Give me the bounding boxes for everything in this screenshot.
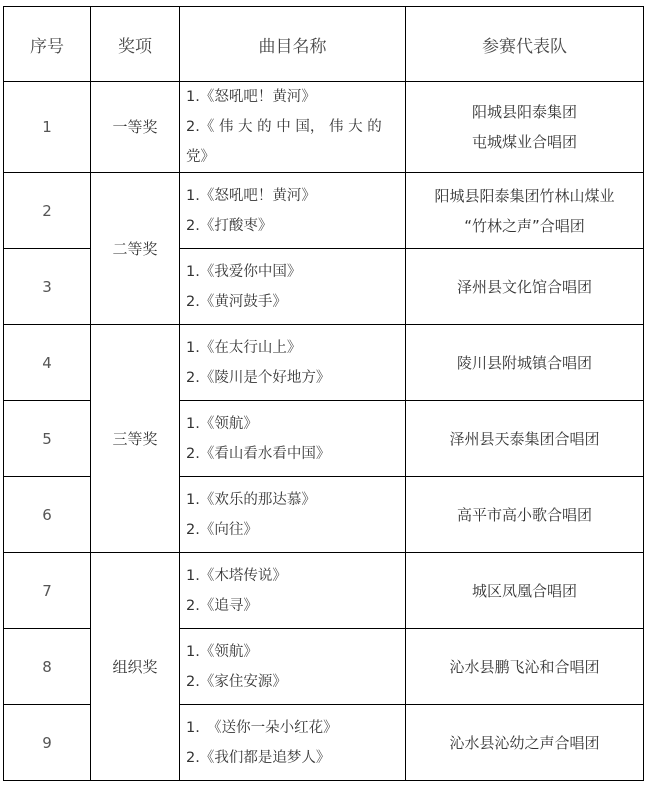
row-number: 4 bbox=[4, 325, 91, 401]
song-item: 2.《 伟 大 的 中 国， 伟 大 的 党》 bbox=[186, 119, 382, 165]
team-cell bbox=[406, 705, 644, 781]
songs-cell bbox=[180, 629, 406, 705]
header-number: 序号 bbox=[4, 7, 91, 82]
team-line: 高平市高小歌合唱团 bbox=[456, 505, 592, 524]
team-line: 阳城县阳泰集团竹林山煤业 bbox=[434, 186, 615, 205]
songs-cell bbox=[180, 401, 406, 477]
row-number: 1 bbox=[4, 82, 91, 173]
team-line: 泽州县文化馆合唱团 bbox=[456, 277, 592, 296]
team-cell bbox=[406, 82, 644, 173]
song-item: 2.《我们都是追梦人》 bbox=[186, 749, 331, 766]
team-cell bbox=[406, 477, 644, 553]
song-item: 1.《怒吼吧！黄河》 bbox=[186, 187, 316, 204]
song-item: 1.《我爱你中国》 bbox=[186, 263, 302, 280]
team-line: 沁水县沁幼之声合唱团 bbox=[449, 733, 600, 752]
team-cell bbox=[406, 325, 644, 401]
songs-cell bbox=[180, 249, 406, 325]
row-number: 6 bbox=[4, 477, 91, 553]
songs-cell bbox=[180, 82, 406, 173]
song-item: 2.《陵川是个好地方》 bbox=[186, 369, 331, 386]
team-cell bbox=[406, 629, 644, 705]
song-item: 1.《领航》 bbox=[186, 415, 258, 432]
team-cell bbox=[406, 249, 644, 325]
header-award: 奖项 bbox=[91, 7, 180, 82]
song-item: 2.《黄河鼓手》 bbox=[186, 293, 287, 310]
song-item: 1.《在太行山上》 bbox=[186, 339, 302, 356]
award-cell: 一等奖 bbox=[91, 82, 180, 173]
awards-table bbox=[3, 6, 644, 781]
team-cell bbox=[406, 401, 644, 477]
team-line: “竹林之声”合唱团 bbox=[464, 216, 585, 235]
song-item: 1.《领航》 bbox=[186, 643, 258, 660]
team-line: 阳城县阳泰集团 bbox=[471, 103, 577, 121]
table-row bbox=[4, 82, 644, 173]
row-number: 9 bbox=[4, 705, 91, 781]
table-row bbox=[4, 553, 644, 629]
team-line: 城区凤凰合唱团 bbox=[471, 581, 577, 600]
row-number: 8 bbox=[4, 629, 91, 705]
header-row bbox=[4, 7, 644, 82]
songs-cell bbox=[180, 173, 406, 249]
song-item: 2.《向往》 bbox=[186, 521, 258, 538]
song-item: 2.《打酸枣》 bbox=[186, 217, 273, 234]
table-row bbox=[4, 325, 644, 401]
song-item: 1.《欢乐的那达慕》 bbox=[186, 491, 316, 508]
award-cell: 三等奖 bbox=[91, 325, 180, 553]
header-team: 参赛代表队 bbox=[406, 7, 644, 82]
song-item: 2.《家住安源》 bbox=[186, 673, 287, 690]
row-number: 3 bbox=[4, 249, 91, 325]
song-item: 2.《看山看水看中国》 bbox=[186, 445, 331, 462]
table-row bbox=[4, 173, 644, 249]
header-songs: 曲目名称 bbox=[180, 7, 406, 82]
song-item: 1. 《送你一朵小红花》 bbox=[186, 719, 338, 736]
row-number: 7 bbox=[4, 553, 91, 629]
songs-cell bbox=[180, 325, 406, 401]
row-number: 2 bbox=[4, 173, 91, 249]
team-line: 泽州县天泰集团合唱团 bbox=[449, 429, 600, 448]
songs-cell bbox=[180, 477, 406, 553]
team-cell bbox=[406, 173, 644, 249]
songs-cell bbox=[180, 553, 406, 629]
award-cell: 组织奖 bbox=[91, 553, 180, 781]
song-item: 1.《怒吼吧！黄河》 bbox=[186, 89, 316, 105]
team-line: 屯城煤业合唱团 bbox=[471, 133, 577, 151]
song-item: 2.《追寻》 bbox=[186, 597, 258, 614]
row-number: 5 bbox=[4, 401, 91, 477]
team-cell bbox=[406, 553, 644, 629]
award-cell: 二等奖 bbox=[91, 173, 180, 325]
team-line: 陵川县附城镇合唱团 bbox=[456, 353, 592, 372]
song-item: 1.《木塔传说》 bbox=[186, 567, 287, 584]
songs-cell bbox=[180, 705, 406, 781]
team-line: 沁水县鹏飞沁和合唱团 bbox=[449, 657, 600, 676]
